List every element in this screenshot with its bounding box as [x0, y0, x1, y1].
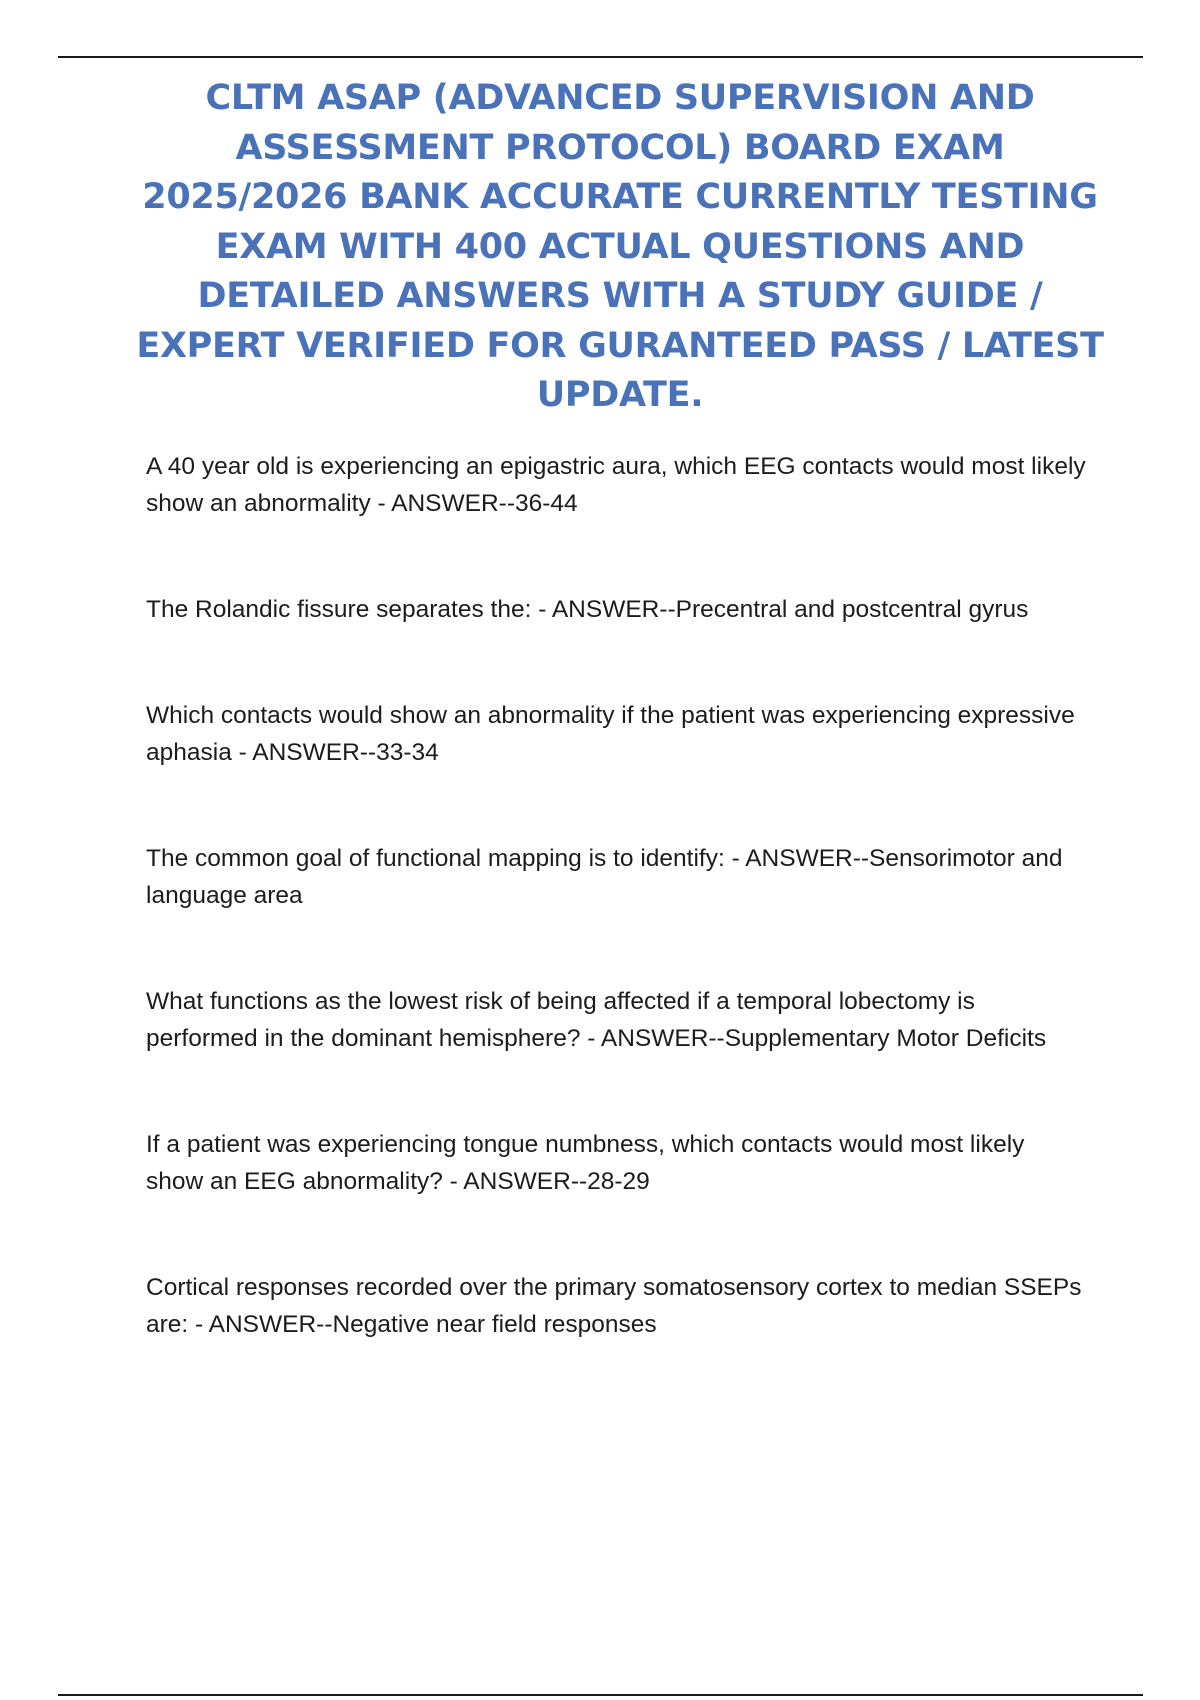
question-item: The Rolandic fissure separates the: - ANSWER--Precentral and postcentral gyrus — [146, 596, 1029, 623]
question-item: What functions as the lowest risk of being affected if a temporal lobectomy is performed in the dominant hemisphere? - ANSWER--Supplementary Motor Deficits — [146, 988, 1047, 1052]
bottom-divider — [58, 1694, 1143, 1696]
document-title: CLTM ASAP (ADVANCED SUPERVISION AND ASSESSMENT PROTOCOL) BOARD EXAM 2025/2026 BANK ACCURATE CURRENTLY TESTING EXAM WITH 400 ACTUAL QUESTIONS AND DETAILED ANSWERS WITH A STUDY GUIDE / EXPERT VERIFIED FOR GURANTEED PASS / LATEST UPDATE. — [136, 78, 1104, 415]
question-item: Which contacts would show an abnormality if the patient was experiencing expressive aphasia - ANSWER--33-34 — [146, 702, 1075, 766]
question-item: Cortical responses recorded over the primary somatosensory cortex to median SSEPs are: - ANSWER--Negative near field responses — [146, 1274, 1082, 1338]
question-item: If a patient was experiencing tongue numbness, which contacts would most likely show an EEG abnormality? - ANSWER--28-29 — [146, 1131, 1025, 1195]
question-answer-list — [146, 448, 1086, 1343]
question-item: The common goal of functional mapping is to identify: - ANSWER--Sensorimotor and language area — [146, 845, 1063, 909]
question-item: A 40 year old is experiencing an epigastric aura, which EEG contacts would most likely show an abnormality - ANSWER--36-44 — [146, 453, 1086, 517]
top-divider — [58, 56, 1143, 58]
